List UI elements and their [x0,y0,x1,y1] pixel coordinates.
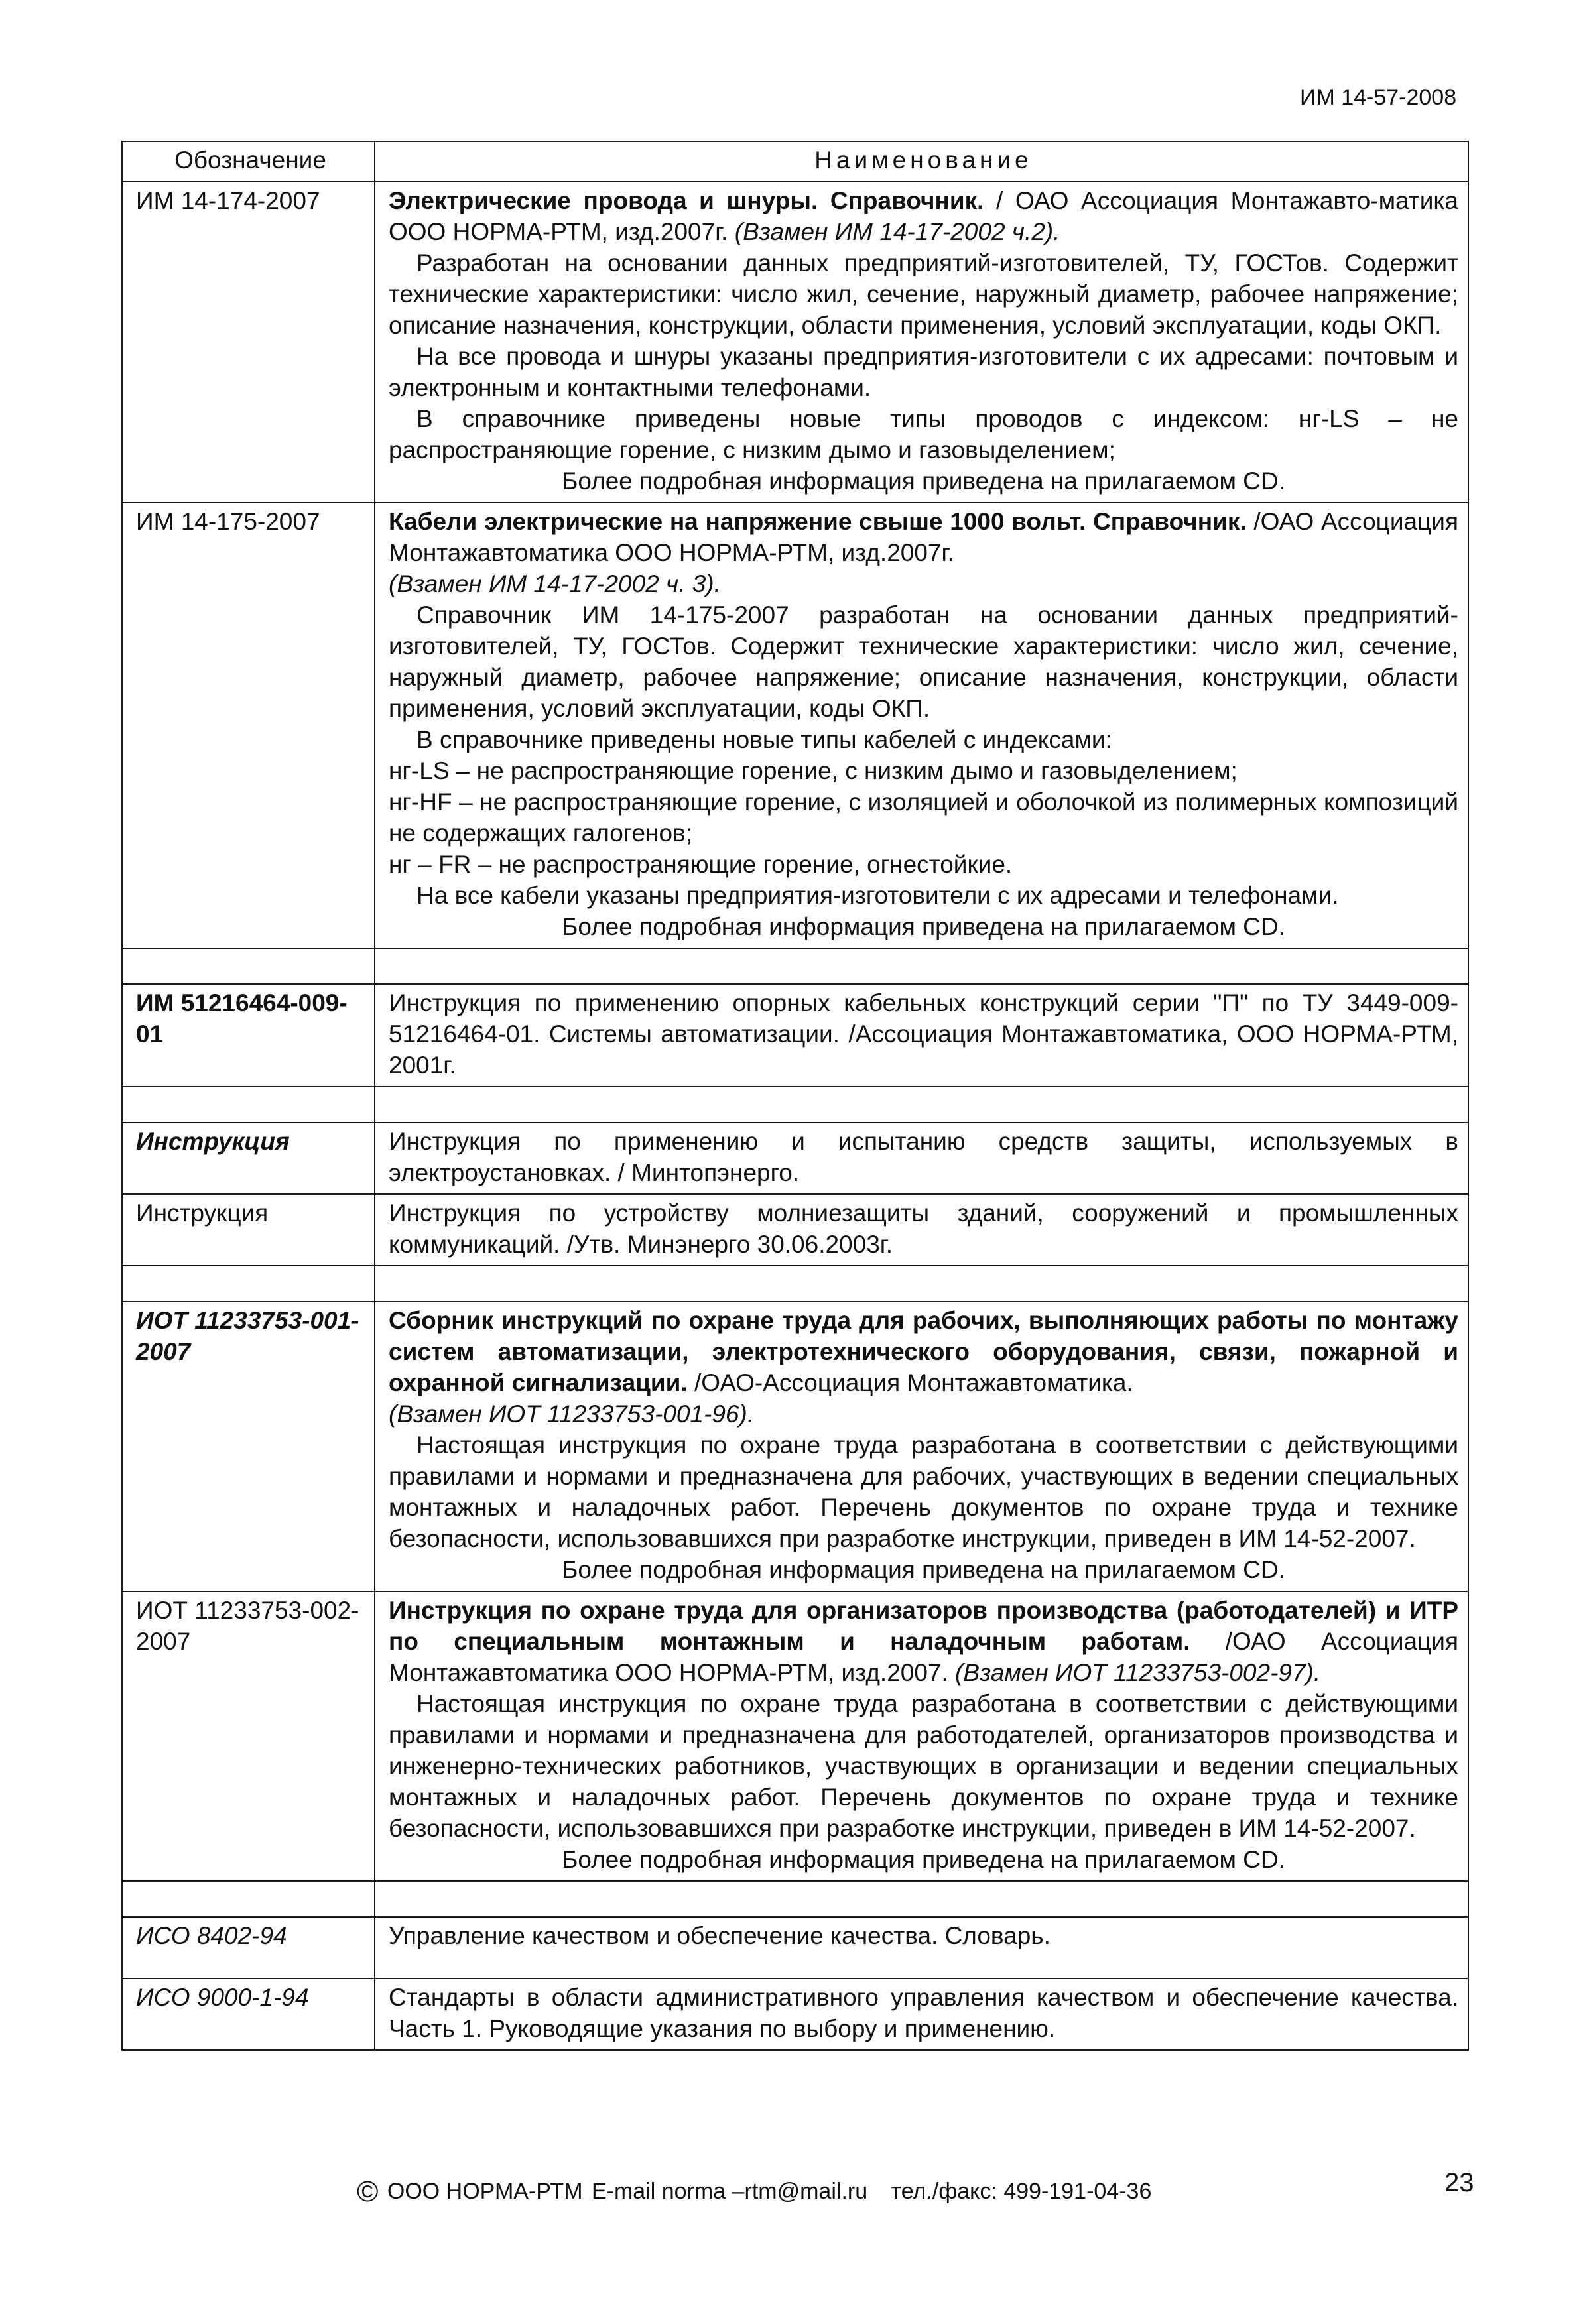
row-description [375,1591,1468,1881]
table-row [122,1123,1468,1194]
row-code: ИОТ 11233753-002-2007 [122,1591,375,1881]
row-code: ИМ 14-175-2007 [122,503,375,948]
row-code: ИМ 14-174-2007 [122,182,375,503]
row-more-info: Более подробная информация приведена на прилагаемом CD. [562,467,1285,495]
row-paragraph: В справочнике приведены новые типы кабелей с индексами: [416,726,1112,753]
table-row [122,1591,1468,1881]
row-title: Инструкция по охране труда для организаторов производства (работодателей) и ИТР по специальным монтажным и наладочным работам. [389,1597,1458,1655]
spacer-cell [122,1881,375,1917]
row-code: Инструкция [122,1123,375,1194]
row-title: Электрические провода и шнуры. Справочник. [389,187,984,214]
spacer-cell [375,1266,1468,1302]
spacer-row [122,1881,1468,1917]
row-more-info: Более подробная информация приведена на прилагаемом CD. [562,913,1285,940]
spacer-cell [375,948,1468,984]
row-paragraph: Настоящая инструкция по охране труда разработана в соответствии с действующими правилами и нормами и предназначена для работодателей, организаторов производства и инженерно-технических работников, участвующих в организации и ведении специальных монтажных и наладочных работ. Перечень документов по охране труда и технике безопасности, использовавшихся при разработке инструкции, приведен в ИМ 14-52-2007. [389,1690,1458,1842]
row-code: ИМ 51216464-009-01 [122,984,375,1087]
table-row [122,1194,1468,1266]
row-more-info: Более подробная информация приведена на прилагаемом CD. [562,1846,1285,1873]
row-title: Кабели электрические на напряжение свыше 1000 вольт. Справочник. [389,508,1247,535]
row-list-item: нг-LS – не распространяющие горение, с низким дымо и газовыделением; [389,757,1238,784]
spacer-row [122,1266,1468,1302]
column-header-name: Наименование [375,141,1468,182]
row-paragraph: На все провода и шнуры указаны предприятия-изготовители с их адресами: почтовым и электронным и контактными телефонами. [389,343,1458,401]
spacer-row [122,1087,1468,1123]
page-number: 23 [1444,2168,1474,2197]
row-description: Инструкция по применению и испытанию средств защиты, используемых в электроустановках. / Минтопэнерго. [375,1123,1468,1194]
spacer-cell [122,948,375,984]
row-description [375,1302,1468,1591]
row-description: Инструкция по применению опорных кабельных конструкций серии "П" по ТУ 3449-009-51216464-01. Системы автоматизации. /Ассоциация Монтажавтоматика, ООО НОРМА-РТМ, 2001г. [375,984,1468,1087]
row-description: Управление качеством и обеспечение качества. Словарь. [375,1917,1468,1979]
row-replaced: (Взамен ИМ 14-17-2002 ч. 3). [389,570,721,597]
row-replaced: (Взамен ИОТ 11233753-002-97). [955,1659,1321,1686]
row-paragraph: Разработан на основании данных предприятий-изготовителей, ТУ, ГОСТов. Содержит технические характеристики: число жил, сечение, наружный диаметр, рабочее напряжение; описание назначения, конструкции, области применения, условий эксплуатации, коды ОКП. [389,249,1458,339]
row-publisher: /ОАО Ассоциация Монтажавтоматика ООО НОРМА-РТМ, изд.2007. [389,1628,1458,1686]
row-title: Сборник инструкций по охране труда для рабочих, выполняющих работы по монтажу систем автоматизации, электротехнического оборудования, связи, пожарной и охранной сигнализации. [389,1307,1458,1396]
table-row [122,984,1468,1087]
row-code: ИОТ 11233753-001-2007 [122,1302,375,1591]
footer-org: ООО НОРМА-РТМ [387,2179,583,2204]
row-paragraph: На все кабели указаны предприятия-изготовители с их адресами и телефонами. [416,882,1339,909]
spacer-cell [375,1881,1468,1917]
column-header-code: Обозначение [122,141,375,182]
spacer-row [122,948,1468,984]
row-description: Инструкция по устройству молниезащиты зданий, сооружений и промышленных коммуникаций. /Утв. Минэнерго 30.06.2003г. [375,1194,1468,1266]
standards-table [121,141,1469,2051]
row-replaced: (Взамен ИОТ 11233753-001-96). [389,1400,755,1428]
row-publisher: /ОАО-Ассоциация Монтажавтоматика. [687,1369,1133,1396]
page-footer [357,2175,1154,2209]
spacer-cell [122,1266,375,1302]
row-list-item: нг-HF – не распространяющие горение, с изоляцией и оболочкой из полимерных композиций не содержащих галогенов; [389,788,1458,847]
row-paragraph: В справочнике приведены новые типы проводов с индексом: нг-LS – не распространяющие горение, с низким дымо и газовыделением; [389,405,1458,463]
spacer-cell [375,1087,1468,1123]
footer-email: E-mail norma –rtm@mail.ru [591,2179,868,2204]
table-row [122,182,1468,503]
row-description [375,503,1468,948]
table-row [122,1917,1468,1979]
table-row [122,1979,1468,2050]
row-code: ИСО 8402-94 [122,1917,375,1979]
row-paragraph: Справочник ИМ 14-175-2007 разработан на основании данных предприятий-изготовителей, ТУ, ГОСТов. Содержит технические характеристики: число жил, сечение, наружный диаметр, рабочее напряжение; описание назначения, конструкции, области применения, условий эксплуатации, коды ОКП. [389,601,1458,722]
row-replaced: (Взамен ИМ 14-17-2002 ч.2). [734,218,1060,245]
footer-phone: тел./факс: 499-191-04-36 [891,2179,1152,2204]
row-code: ИСО 9000-1-94 [122,1979,375,2050]
copyright-symbol: © [357,2175,379,2208]
table-row [122,503,1468,948]
row-more-info: Более подробная информация приведена на прилагаемом CD. [562,1556,1285,1583]
row-list-item: нг – FR – не распространяющие горение, огнестойкие. [389,851,1013,878]
spacer-cell [122,1087,375,1123]
row-description [375,182,1468,503]
table-header-row [122,141,1468,182]
row-code: Инструкция [122,1194,375,1266]
row-description: Стандарты в области административного управления качеством и обеспечение качества. Часть 1. Руководящие указания по выбору и применению. [375,1979,1468,2050]
table-row [122,1302,1468,1591]
row-publisher: / ОАО Ассоциация Монтажавто-матика ООО НОРМА-РТМ, изд.2007г. [389,187,1459,245]
row-publisher: /ОАО Ассоциация Монтажавтоматика ООО НОРМА-РТМ, изд.2007г. [389,508,1458,566]
row-paragraph: Настоящая инструкция по охране труда разработана в соответствии с действующими правилами и нормами и предназначена для рабочих, участвующих в ведении специальных монтажных и наладочных работ. Перечень документов по охране труда и технике безопасности, использовавшихся при разработке инструкции, приведен в ИМ 14-52-2007. [389,1432,1458,1552]
document-code: ИМ 14-57-2008 [1300,85,1457,110]
